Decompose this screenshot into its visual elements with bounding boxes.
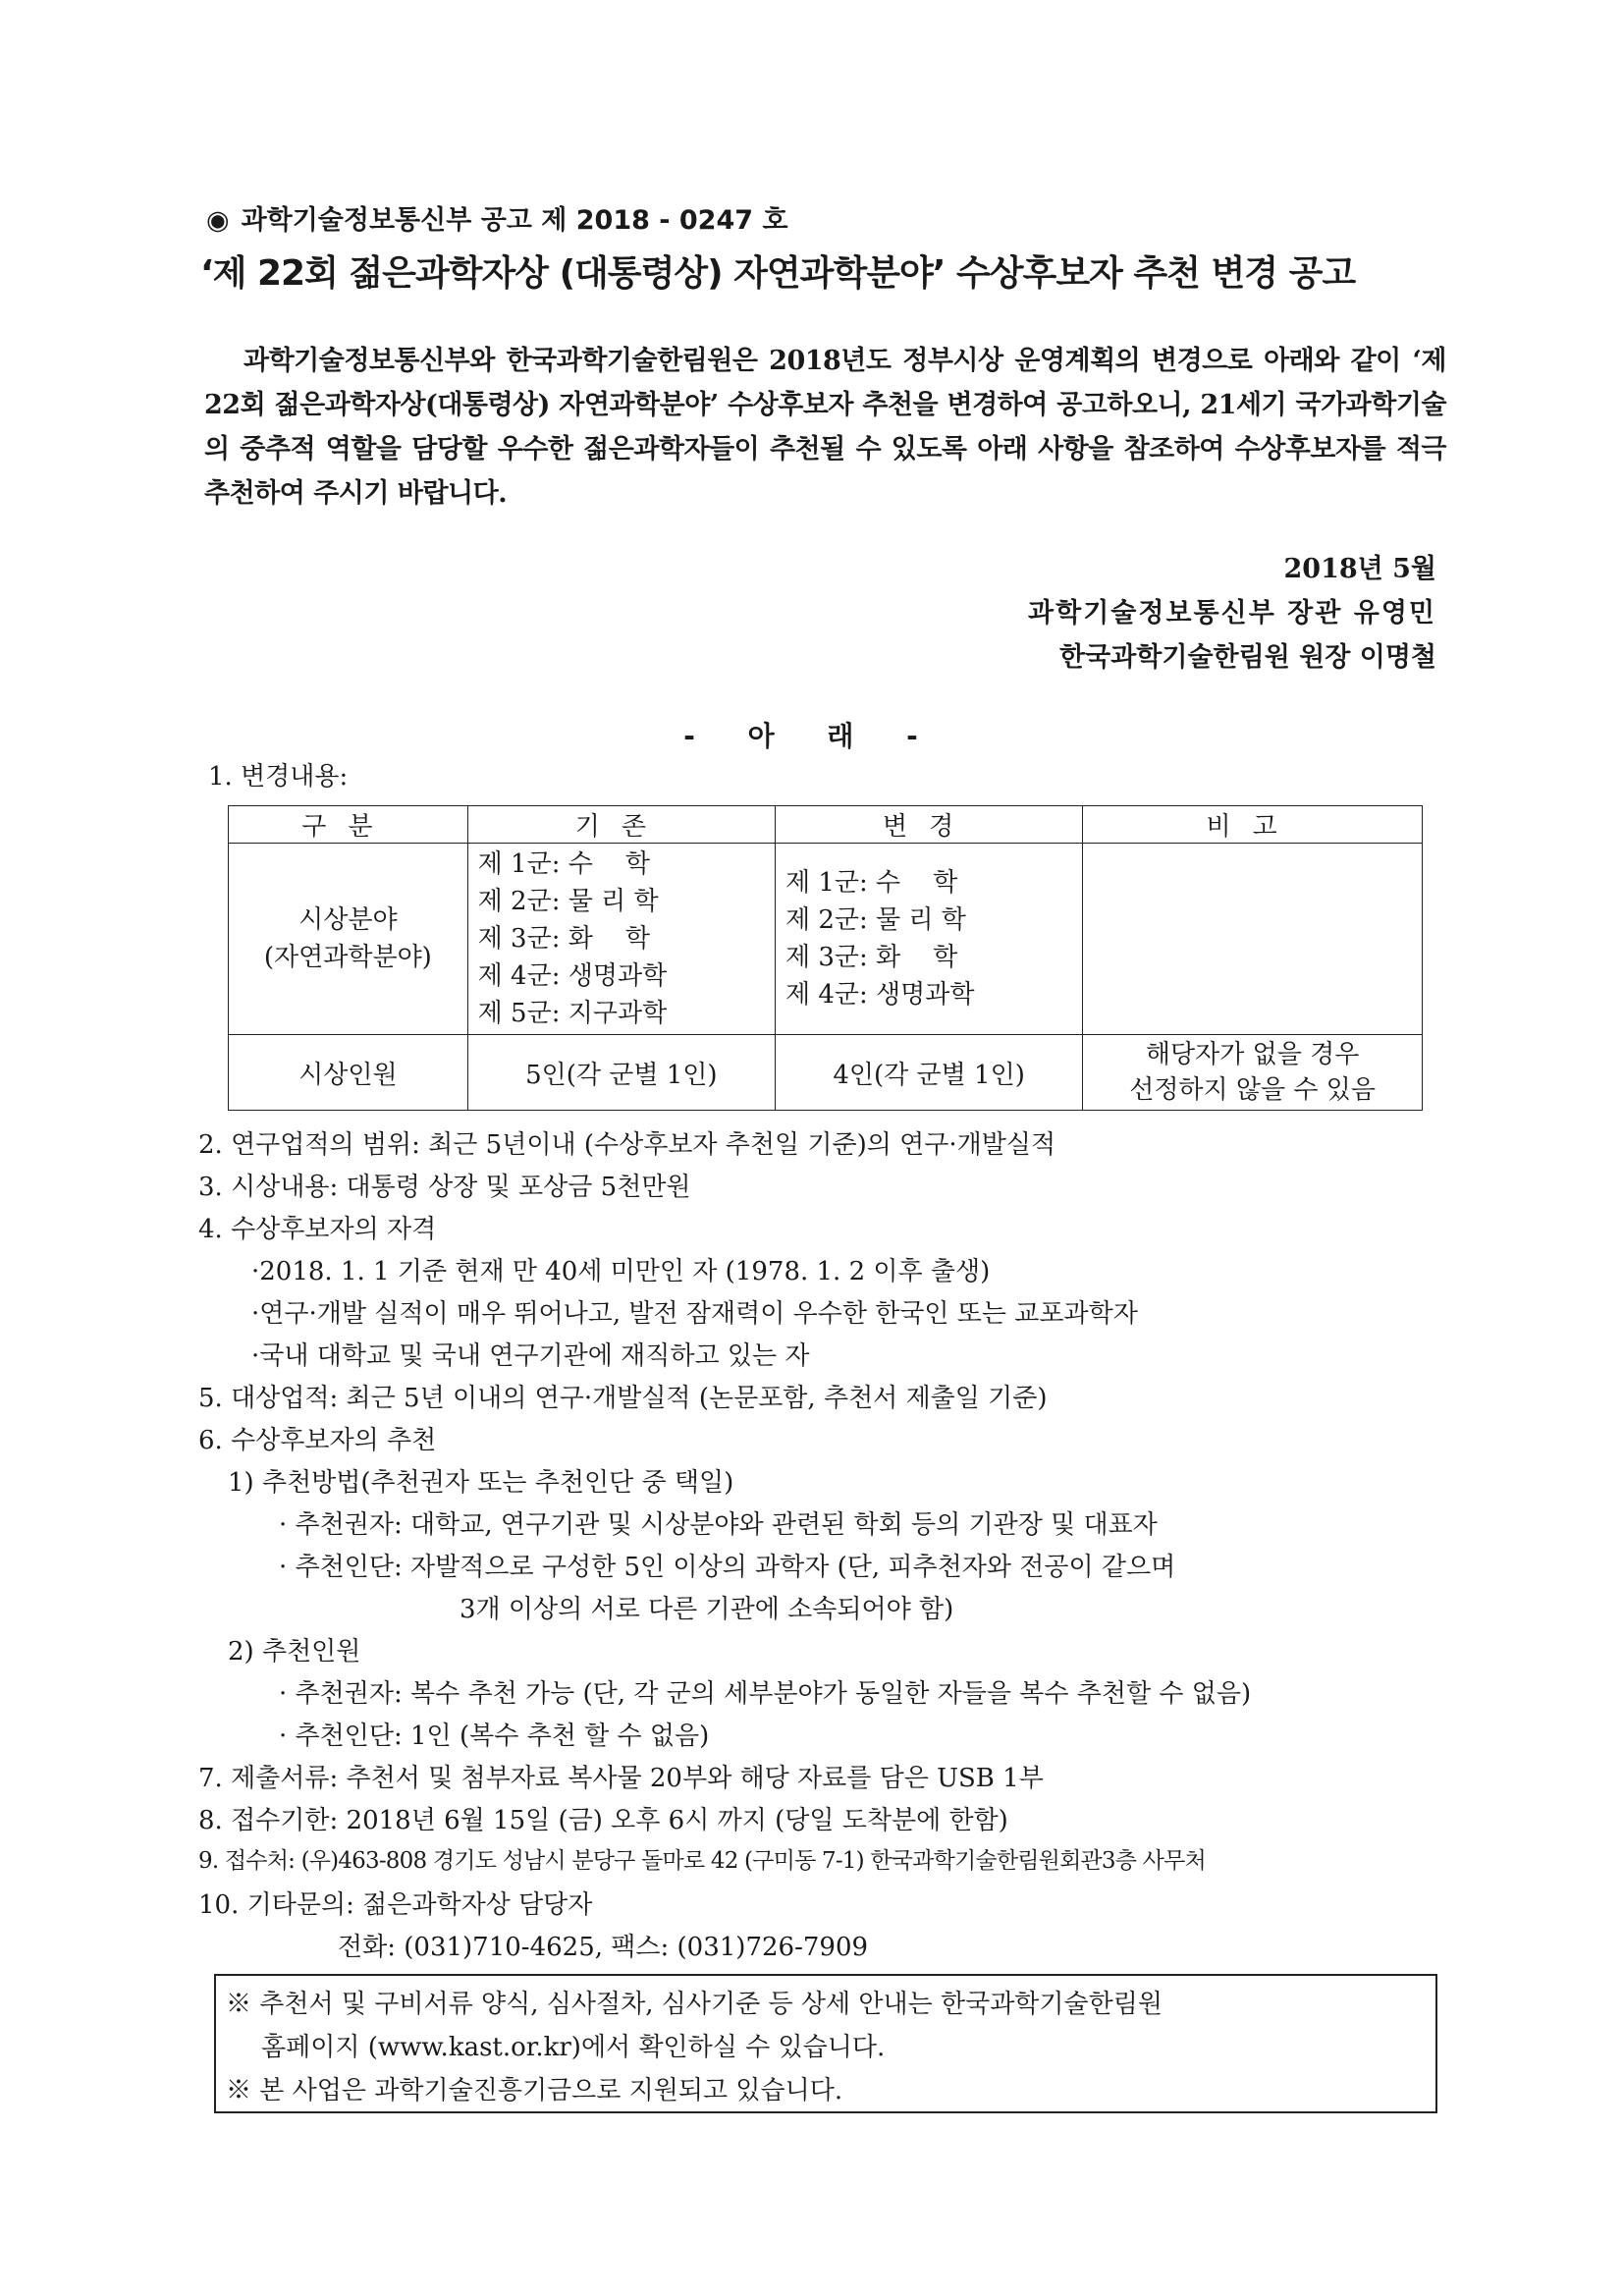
before-field-item: 제 3군: 화 학 [477,924,651,954]
target-bullet-icon: ◉ [206,205,230,236]
notice-number-text: 과학기술정보통신부 공고 제 2018 - 0247 호 [241,205,788,236]
item-6-1-sub: · 추천권자: 대학교, 연구기관 및 시상분야와 관련된 학회 등의 기관장 및 대표자 [279,1510,1158,1540]
table-header-row [229,806,1423,844]
table-cell-award-count-label: 시상인원 [229,1035,468,1111]
note-line: 홈페이지 (www.kast.or.kr)에서 확인하실 수 있습니다. [261,2033,886,2062]
notice-title: ‘제 22회 젊은과학자상 (대통령상) 자연과학분야’ 수상후보자 추천 변경 공고 [200,253,1356,294]
item-4-sub: ·2018. 1. 1 기준 현재 만 40세 미만인 자 (1978. 1. 2 이후 출생) [251,1257,991,1286]
item-10: 10. 기타문의: 젊은과학자상 담당자 [198,1890,593,1920]
item-6-2-sub: · 추천인단: 1인 (복수 추천 할 수 없음) [279,1722,710,1751]
contact-info: 전화: (031)710-4625, 팩스: (031)726-7909 [338,1933,869,1962]
table-row [229,1035,1423,1111]
item-6-1: 1) 추천방법(추천권자 또는 추천인단 중 택일) [228,1468,734,1498]
before-field-item: 제 1군: 수 학 [477,849,651,879]
table-header-after: 변경 [775,806,1082,844]
item-6: 6. 수상후보자의 추천 [198,1426,437,1455]
table-cell-award-count-note [1083,1035,1423,1111]
item-6-1-sub-continued: 3개 이상의 서로 다른 기관에 소속되어야 함) [460,1595,954,1624]
table-cell-note-empty [1083,844,1423,1035]
field-label-line2: (자연과학분야) [263,943,432,972]
note-line: ※ 본 사업은 과학기술진흥기금으로 지원되고 있습니다. [226,2076,843,2105]
table-cell-after-fields [775,844,1082,1035]
note-line2: 선정하지 않을 수 있음 [1129,1075,1377,1105]
table-header-note: 비고 [1083,806,1423,844]
table-cell-award-count-before: 5인(각 군별 1인) [467,1035,775,1111]
field-label-line1: 시상분야 [298,905,398,935]
item-6-2-sub: · 추천권자: 복수 추천 가능 (단, 각 군의 세부분야가 동일한 자들을 복수 추천할 수 없음) [279,1679,1252,1709]
intro-paragraph [204,339,1446,516]
signature-ministry: 과학기술정보통신부 장관 유영민 [1028,598,1436,629]
notice-box [214,1974,1437,2113]
item-4-sub: ·연구·개발 실적이 매우 뛰어나고, 발전 잠재력이 우수한 한국인 또는 교포과학자 [251,1299,1138,1329]
item-6-1-sub: · 추천인단: 자발적으로 구성한 5인 이상의 과학자 (단, 피추천자와 전공이 같으며 [279,1553,1176,1582]
after-field-item: 제 1군: 수 학 [784,868,958,898]
after-field-item: 제 3군: 화 학 [784,943,958,972]
note-line: ※ 추천서 및 구비서류 양식, 심사절차, 심사기준 등 상세 안내는 한국과학기술한림원 [226,1990,1163,2019]
section-divider-heading: - 아 래 - [683,720,940,752]
table-header-category: 구분 [229,806,468,844]
table-cell-award-count-after: 4인(각 군별 1인) [775,1035,1082,1111]
table-cell-field-label [229,844,468,1035]
after-field-item: 제 2군: 물 리 학 [784,905,966,935]
signature-academy: 한국과학기술한림원 원장 이명철 [1059,642,1436,673]
note-line1: 해당자가 없을 경우 [1145,1040,1360,1069]
before-field-item: 제 4군: 생명과학 [477,961,668,991]
item-6-2: 2) 추천인원 [228,1637,361,1667]
item-2: 2. 연구업적의 범위: 최근 5년이내 (수상후보자 추천일 기준)의 연구·개발실적 [198,1130,1056,1160]
table-row [229,844,1423,1035]
item-3: 3. 시상내용: 대통령 상장 및 포상금 5천만원 [198,1173,691,1202]
table-cell-before-fields [467,844,775,1035]
changes-table [228,805,1423,1111]
table-header-before: 기존 [467,806,775,844]
item-4: 4. 수상후보자의 자격 [198,1215,437,1244]
before-field-item: 제 5군: 지구과학 [477,999,668,1028]
after-field-item: 제 4군: 생명과학 [784,980,975,1010]
section-1-heading: 1. 변경내용: [208,762,349,792]
item-7: 7. 제출서류: 추천서 및 첨부자료 복사물 20부와 해당 자료를 담은 USB 1부 [198,1764,1044,1793]
notice-number [206,198,788,237]
before-field-item: 제 2군: 물 리 학 [477,887,659,916]
item-4-sub: ·국내 대학교 및 국내 연구기관에 재직하고 있는 자 [251,1341,810,1371]
signature-date: 2018년 5월 [1283,554,1436,584]
intro-text: 과학기술정보통신부와 한국과학기술한림원은 2018년도 정부시상 운영계획의 변경으로 아래와 같이 ‘제22회 젊은과학자상(대통령상) 자연과학분야’ 수상후보자 추천을 변경하여 공고하오니, 21세기 국가과학기술의 중추적 역할을 담당할 우수한 젊은과학자들이 추천될 수 있도록 아래 사항을 참조하여 수상후보자를 적극 추천하여 주시기 바랍니다. [204,346,1446,509]
item-8: 8. 접수기한: 2018년 6월 15일 (금) 오후 6시 까지 (당일 도착분에 한함) [198,1806,1008,1835]
item-5: 5. 대상업적: 최근 5년 이내의 연구·개발실적 (논문포함, 추천서 제출일 기준) [198,1384,1048,1413]
item-9: 9. 접수처: (우)463-808 경기도 성남시 분당구 돌마로 42 (구미동 7-1) 한국과학기술한림원회관3층 사무처 [198,1848,1206,1874]
